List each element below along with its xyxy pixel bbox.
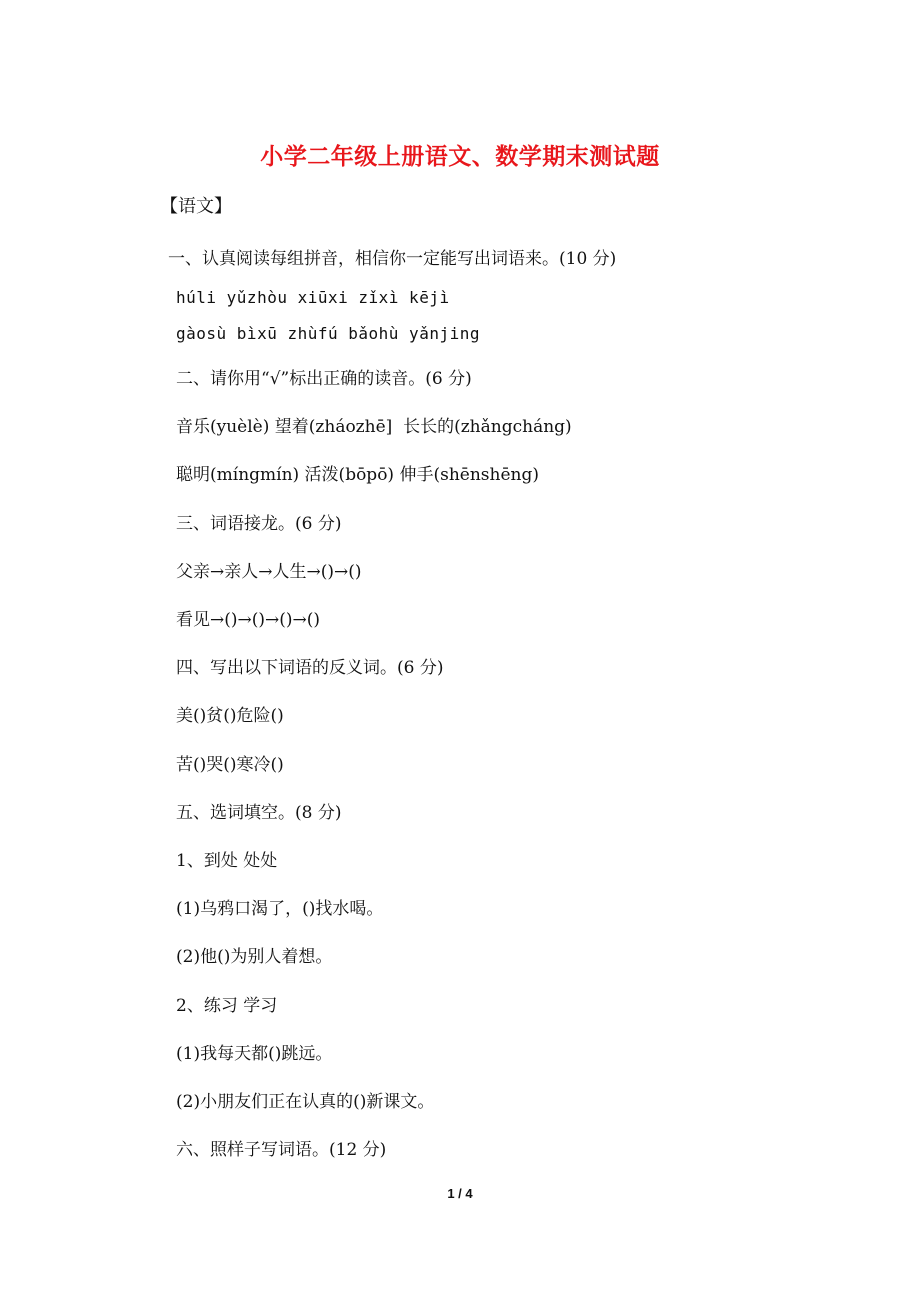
word-choice-group-2: 2、练习 学习 [176,996,278,1016]
fill-blank-2-2: (2)小朋友们正在认真的()新课文。 [176,1092,435,1112]
fill-blank-2-1: (1)我每天都()跳远。 [176,1044,333,1064]
reading-choice-row-1: 音乐(yuèlè) 望着(zháozhē] 长长的(zhǎngcháng) [176,417,572,437]
question-1-heading: 一、认真阅读每组拼音，相信你一定能写出词语来。(10 分) [168,249,617,269]
question-6-heading: 六、照样子写词语。(12 分) [176,1140,387,1160]
word-chain-row-2: 看见→()→()→()→() [176,610,321,630]
word-chain-row-1: 父亲→亲人→人生→()→() [176,562,362,582]
question-2-heading: 二、请你用“√”标出正确的读音。(6 分) [176,369,472,389]
pinyin-row-2: gàosù bìxū zhùfú bǎohù yǎnjing [176,324,480,343]
page-number: 1 / 4 [447,1186,473,1201]
document-title: 小学二年级上册语文、数学期末测试题 [260,143,660,170]
reading-choice-row-2: 聪明(míngmín) 活泼(bōpō) 伸手(shēnshēng) [176,465,539,485]
question-5-heading: 五、选词填空。(8 分) [176,803,342,823]
fill-blank-1-2: (2)他()为别人着想。 [176,947,333,967]
question-3-heading: 三、词语接龙。(6 分) [176,514,342,534]
word-choice-group-1: 1、到处 处处 [176,851,278,871]
antonym-row-1: 美()贫()危险() [176,706,284,726]
antonym-row-2: 苦()哭()寒冷() [176,755,284,775]
section-label-chinese: 【语文】 [160,196,232,217]
fill-blank-1-1: (1)乌鸦口渴了，()找水喝。 [176,899,384,919]
question-4-heading: 四、写出以下词语的反义词。(6 分) [176,658,444,678]
pinyin-row-1: húli yǔzhòu xiūxi zǐxì kējì [176,288,450,307]
